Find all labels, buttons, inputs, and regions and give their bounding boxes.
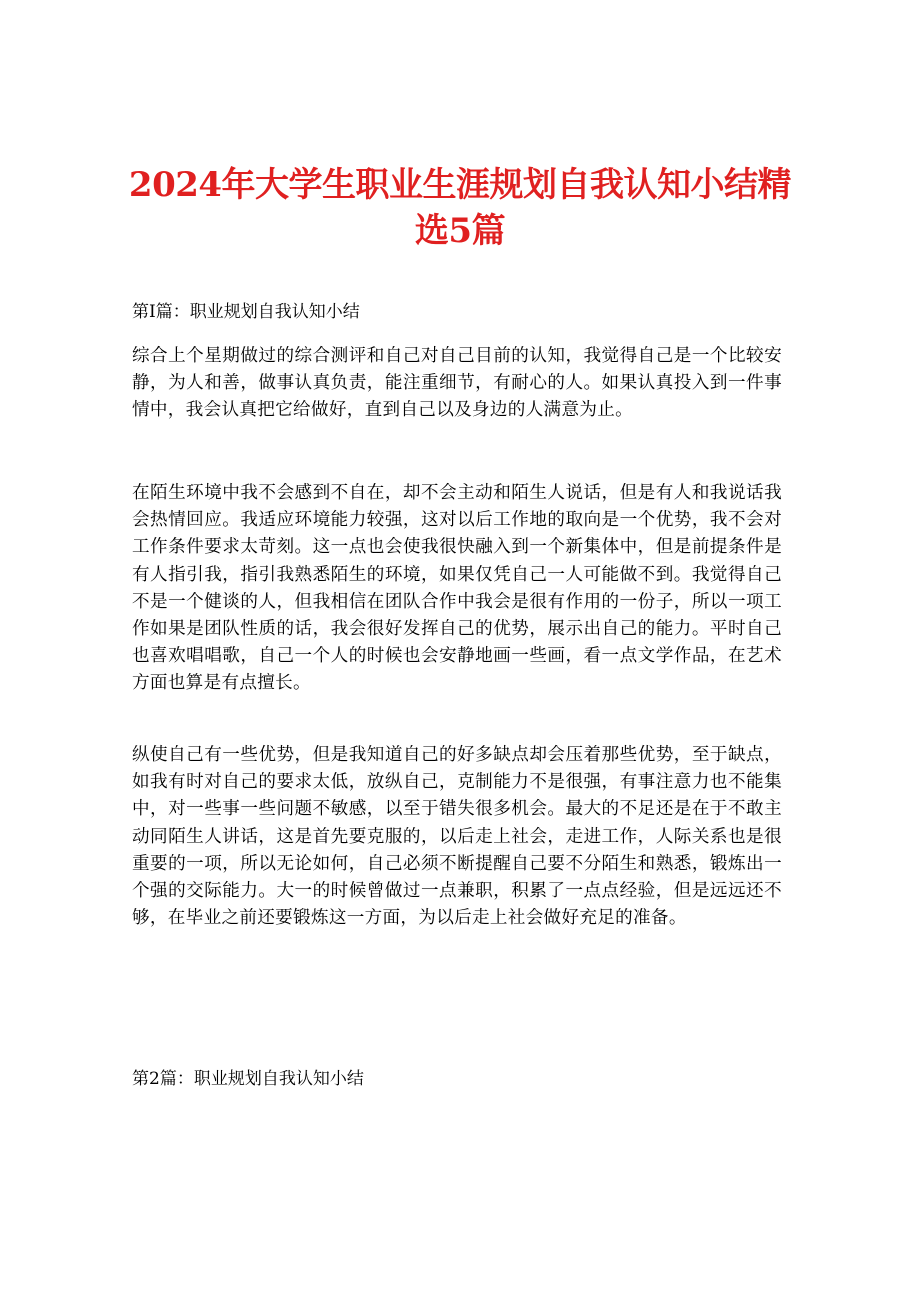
paragraph-3: 纵使自己有一些优势，但是我知道自己的好多缺点却会压着那些优势，至于缺点，如我有时对自己的要求太低，放纵自己，克制能力不是很强，有事注意力也不能集中，对一些事一些问题不敏感，以至于错失很多机会。最大的不足还是在于不敢主动同陌生人讲话，这是首先要克服的，以后走上社会，走进工作，人际关系也是很重要的一项，所以无论如何，自己必须不断提醒自己要不分陌生和熟悉，锻炼出一个强的交际能力。大一的时候曾做过一点兼职，积累了一点点经验，但是远远还不够，在毕业之前还要锻炼这一方面，为以后走上社会做好充足的准备。 (132, 745, 782, 929)
paragraph-1: 综合上个星期做过的综合测评和自己对自己目前的认知，我觉得自己是一个比较安静，为人和善，做事认真负责，能注重细节，有耐心的人。如果认真投入到一件事情中，我会认真把它给做好，直到自己以及身边的人满意为止。 (132, 346, 782, 421)
document-title: 2024年大学生职业生涯规划自我认知小结精选5篇 (128, 165, 792, 251)
section-heading-1: 第I篇：职业规划自我认知小结 (132, 302, 360, 322)
paragraph-2: 在陌生环境中我不会感到不自在，却不会主动和陌生人说话，但是有人和我说话我会热情回应。我适应环境能力较强，这对以后工作地的取向是一个优势，我不会对工作条件要求太苛刻。这一点也会使我很快融入到一个新集体中，但是前提条件是有人指引我，指引我熟悉陌生的环境，如果仅凭自己一人可能做不到。我觉得自己不是一个健谈的人，但我相信在团队合作中我会是很有作用的一份子，所以一项工作如果是团队性质的话，我会很好发挥自己的优势，展示出自己的能力。平时自己也喜欢唱唱歌，自己一个人的时候也会安静地画一些画，看一点文学作品，在艺术方面也算是有点擅长。 (132, 483, 782, 694)
section-heading-2: 第2篇：职业规划自我认知小结 (132, 1069, 364, 1089)
